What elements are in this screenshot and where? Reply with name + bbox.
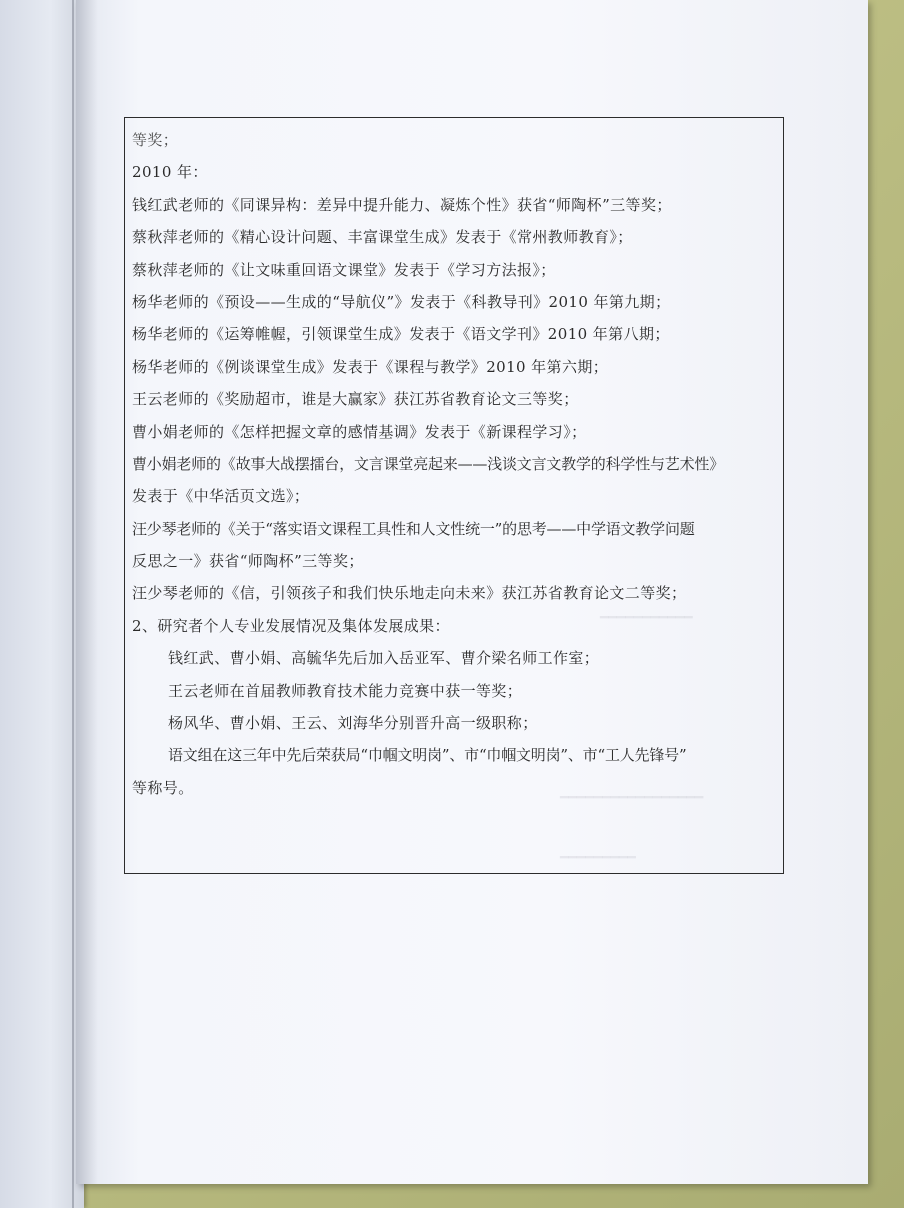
text-line: 汪少琴老师的《信，引领孩子和我们快乐地走向未来》获江苏省教育论文二等奖； xyxy=(132,584,687,603)
text-line: 曹小娟老师的《怎样把握文章的感情基调》发表于《新课程学习》； xyxy=(132,422,587,441)
section-heading: 2、研究者个人专业发展情况及集体发展成果： xyxy=(132,616,450,635)
left-page-edge xyxy=(0,0,84,1208)
text-line: 杨华老师的《运筹帷幄，引领课堂生成》发表于《语文学刊》2010 年第八期； xyxy=(132,325,670,344)
document-body xyxy=(132,124,780,804)
indented-line: 钱红武、曹小娟、高毓华先后加入岳亚军、曹介梁名师工作室； xyxy=(168,649,600,668)
text-line: 发表于《中华活页文选》； xyxy=(132,487,310,506)
text-line: 钱红武老师的《同课异构：差异中提升能力、凝炼个性》获省“师陶杯”三等奖； xyxy=(132,195,672,214)
bleed-through-mark: ━━━━━━━━━━━ xyxy=(600,610,693,626)
text-line: 汪少琴老师的《关于“落实语文课程工具性和人文性统一”的思考——中学语文教学问题 xyxy=(132,519,695,538)
text-line: 杨华老师的《预设——生成的“导航仪”》发表于《科教导刊》2010 年第九期； xyxy=(132,292,671,311)
text-line: 曹小娟老师的《故事大战摆擂台，文言课堂亮起来——浅谈文言文教学的科学性与艺术性》 xyxy=(132,454,725,473)
bleed-through-mark: ━━━━━━━━━━━━━━━━━ xyxy=(560,790,704,806)
text-line: 反思之一》获省“师陶杯”三等奖； xyxy=(132,552,364,571)
page-edge-line xyxy=(72,0,74,1208)
text-line: 2010 年： xyxy=(132,163,208,182)
binding-shadow xyxy=(76,0,98,1184)
text-line: 等奖； xyxy=(132,131,179,149)
text-line: 蔡秋萍老师的《让文味重回语文课堂》发表于《学习方法报》； xyxy=(132,260,556,279)
bleed-through-mark: ━━━━━━━━━ xyxy=(560,850,636,866)
text-line: 王云老师的《奖励超市，谁是大赢家》获江苏省教育论文三等奖； xyxy=(132,390,579,409)
text-line: 杨华老师的《例谈课堂生成》发表于《课程与教学》2010 年第六期； xyxy=(132,357,609,376)
text-line: 等称号。 xyxy=(132,778,194,797)
indented-line: 杨风华、曹小娟、王云、刘海华分别晋升高一级职称； xyxy=(168,714,538,733)
indented-line: 语文组在这三年中先后荣获局“巾帼文明岗”、市“巾帼文明岗”、市“工人先锋号” xyxy=(168,746,687,765)
indented-line: 王云老师在首届教师教育技术能力竞赛中获一等奖； xyxy=(168,681,523,700)
text-line: 蔡秋萍老师的《精心设计问题、丰富课堂生成》发表于《常州教师教育》； xyxy=(132,228,633,247)
